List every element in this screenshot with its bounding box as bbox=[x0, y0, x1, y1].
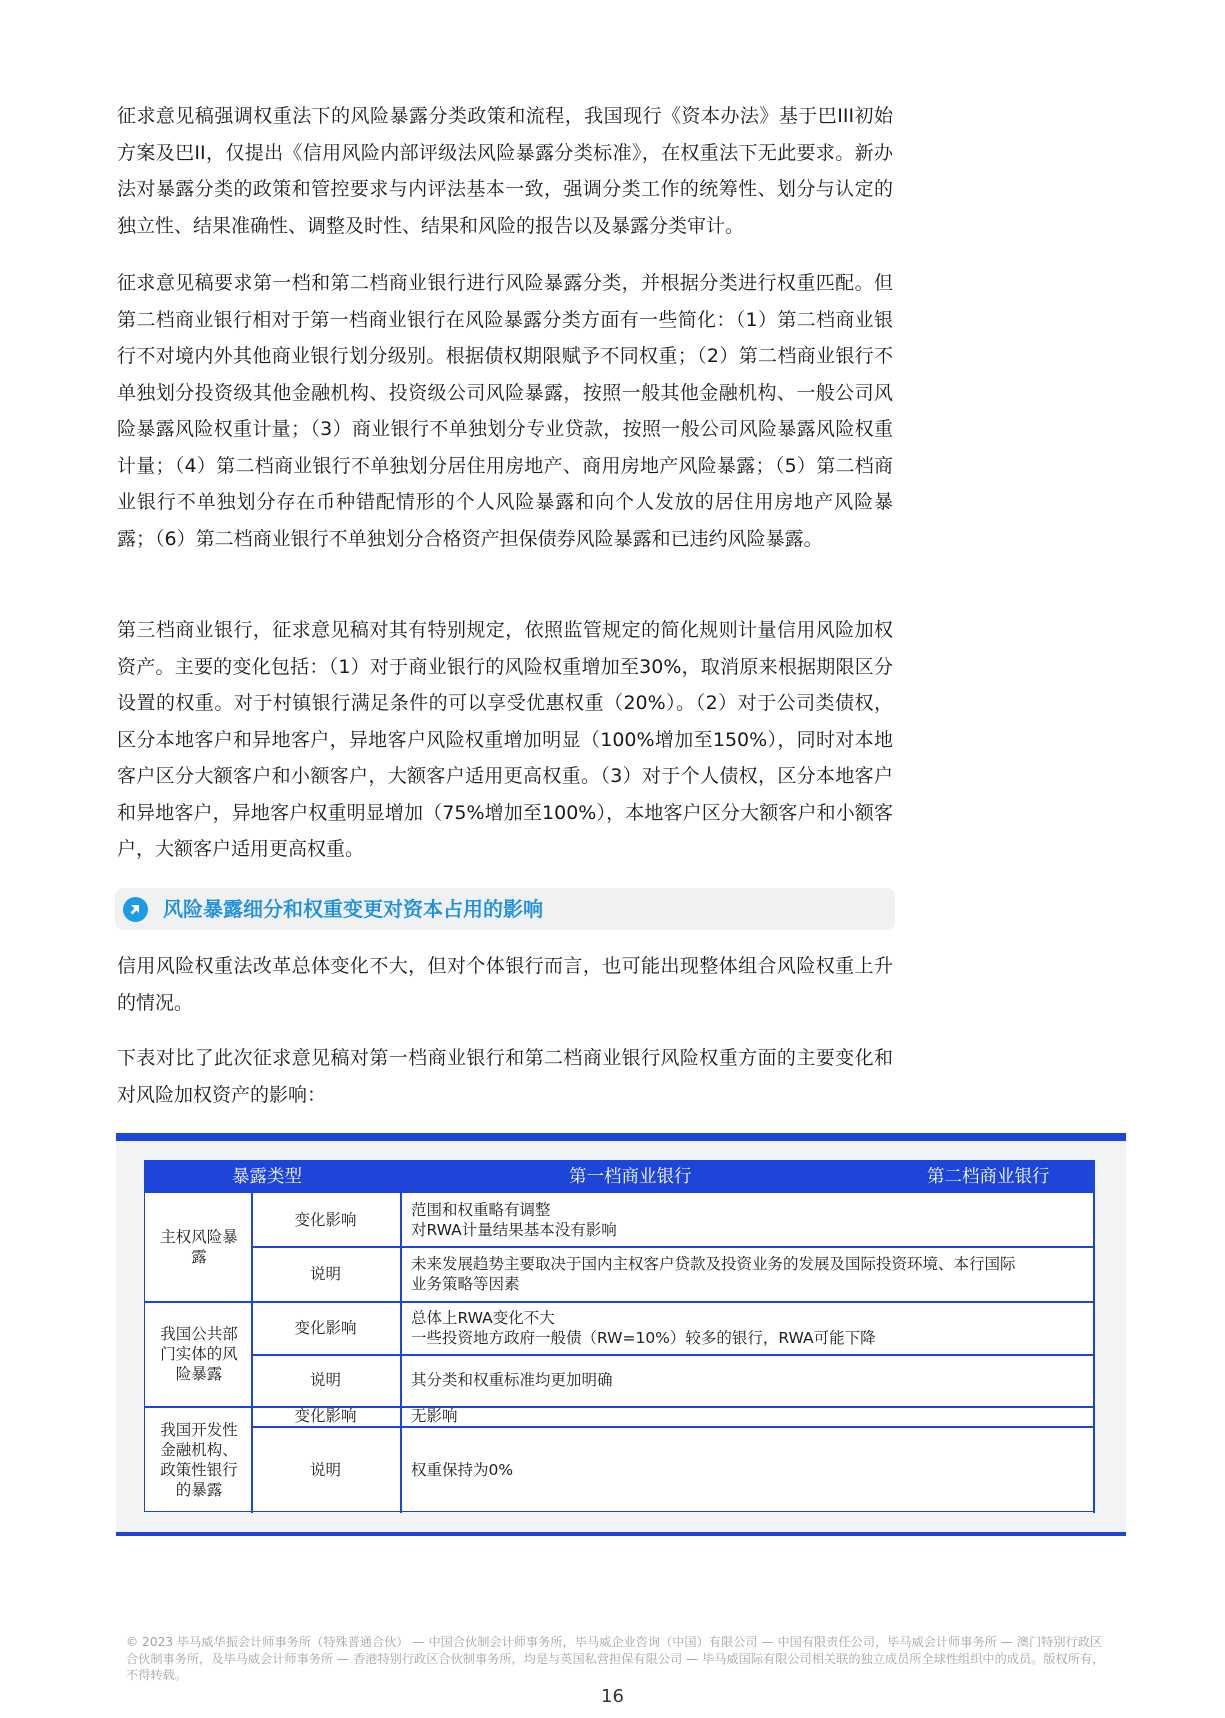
arrow-badge-icon bbox=[123, 897, 148, 922]
section-title: 风险暴露细分和权重变更对资本占用的影响 bbox=[163, 897, 543, 921]
cell-label-change: 变化影响 bbox=[294, 1407, 357, 1425]
body-paragraph-5: 下表对比了此次征求意见稿对第一档商业银行和第二档商业银行风险权重方面的主要变化和对风险加权资产的影响： bbox=[117, 1047, 893, 1106]
body-paragraph-2: 征求意见稿要求第一档和第二档商业银行进行风险暴露分类，并根据分类进行权重匹配。但第二档商业银行相对于第一档商业银行在风险暴露分类方面有一些简化：（1）第二档商业银行不对境内外其他商业银行划分级别。根据债权期限赋予不同权重；（2）第二档商业银行不单独划分投资级其他金融机构、投资级公司风险暴露，按照一般其他金融机构、一般公司风险暴露风险权重计量；（3）商业银行不单独划分专业贷款，按照一般公司风险暴露风险权重计量；（4）第二档商业银行不单独划分居住用房地产、商用房地产风险暴露；（5）第二档商业银行不单独划分存在币种错配情形的个人风险暴露和向个人发放的居住用房地产风险暴露；（6）第二档商业银行不单独划分合格资产担保债券风险暴露和已违约风险暴露。 bbox=[117, 272, 893, 550]
table-card-top-border bbox=[116, 1133, 1126, 1141]
comparison-table bbox=[144, 1160, 1095, 1512]
header-tier-2-bank: 第二档商业银行 bbox=[927, 1167, 1050, 1187]
text-line: 无影响 bbox=[411, 1407, 458, 1425]
header-tier-1-bank: 第一档商业银行 bbox=[569, 1167, 692, 1187]
cell-label-note: 说明 bbox=[309, 1460, 341, 1479]
cell-label-note: 说明 bbox=[309, 1371, 341, 1389]
body-paragraph-4: 信用风险权重法改革总体变化不大，但对个体银行而言，也可能出现整体组合风险权重上升的情况。 bbox=[117, 955, 893, 1014]
text-line: 权重保持为0% bbox=[411, 1460, 514, 1479]
cell-note bbox=[401, 1246, 1093, 1301]
cell-label-note: 说明 bbox=[309, 1264, 341, 1283]
footer-copyright: © 2023 毕马威华振会计师事务所（特殊普通合伙） — 中国合伙制会计师事务所，毕马威企业咨询（中国）有限公司 — 中国有限责任公司，毕马威会计师事务所 — 澳门特别行政区合伙制事务所，及毕马威会计师事务所 — 香港特别行政区合伙制事务所，均是与英国私营担保有限公司 — 毕马威国际有限公司相关联的独立成员所全球性组织中的成员。版权所有，不得转载。 bbox=[126, 1635, 1105, 1682]
text-line: 总体上RWA变化不大 bbox=[411, 1308, 555, 1327]
column-divider bbox=[1093, 1193, 1095, 1513]
cell-change-impact bbox=[401, 1301, 1093, 1354]
text-line: 对RWA计量结果基本没有影响 bbox=[411, 1220, 617, 1239]
row-category-policy-bank: 我国开发性金融机构、政策性银行的暴露 bbox=[160, 1420, 238, 1499]
text-line: 其分类和权重标准均更加明确 bbox=[411, 1371, 613, 1389]
text-line: 未来发展趋势主要取决于国内主权客户贷款及投资业务的发展及国际投资环境、本行国际 bbox=[411, 1254, 1016, 1273]
header-exposure-type: 暴露类型 bbox=[232, 1167, 302, 1187]
body-paragraph-1: 征求意见稿强调权重法下的风险暴露分类政策和流程，我国现行《资本办法》基于巴III初始方案及巴II，仅提出《信用风险内部评级法风险暴露分类标准》，在权重法下无此要求。新办法对暴露分类的政策和管控要求与内评法基本一致，强调分类工作的统筹性、划分与认定的独立性、结果准确性、调整及时性、结果和风险的报告以及暴露分类审计。 bbox=[117, 105, 893, 237]
cell-change-impact bbox=[401, 1193, 1093, 1246]
text-line: 一些投资地方政府一般债（RW=10%）较多的银行，RWA可能下降 bbox=[411, 1328, 876, 1347]
row-category-sovereign: 主权风险暴露 bbox=[160, 1228, 238, 1266]
cell-note bbox=[401, 1426, 1093, 1513]
text-line: 业务策略等因素 bbox=[411, 1274, 520, 1293]
section-heading-bar bbox=[115, 888, 895, 930]
row-category-public-sector: 我国公共部门实体的风险暴露 bbox=[160, 1324, 238, 1383]
cell-label-change: 变化影响 bbox=[294, 1318, 357, 1337]
cell-label-change: 变化影响 bbox=[294, 1210, 357, 1229]
body-paragraph-3: 第三档商业银行，征求意见稿对其有特别规定，依照监管规定的简化规则计量信用风险加权资产。主要的变化包括：（1）对于商业银行的风险权重增加至30%，取消原来根据期限区分设置的权重。对于村镇银行满足条件的可以享受优惠权重（20%）。（2）对于公司类债权，区分本地客户和异地客户，异地客户风险权重增加明显（100%增加至150%），同时对本地客户区分大额客户和小额客户，大额客户适用更高权重。（3）对于个人债权，区分本地客户和异地客户，异地客户权重明显增加（75%增加至100%），本地客户区分大额客户和小额客户，大额客户适用更高权重。 bbox=[117, 619, 893, 860]
cell-change-impact bbox=[401, 1406, 1093, 1426]
table-header-row bbox=[145, 1161, 1094, 1193]
text-line: 范围和权重略有调整 bbox=[411, 1200, 551, 1219]
cell-note bbox=[401, 1354, 1093, 1406]
page-number: 16 bbox=[601, 1686, 624, 1707]
table-card-bottom-border bbox=[116, 1532, 1126, 1536]
